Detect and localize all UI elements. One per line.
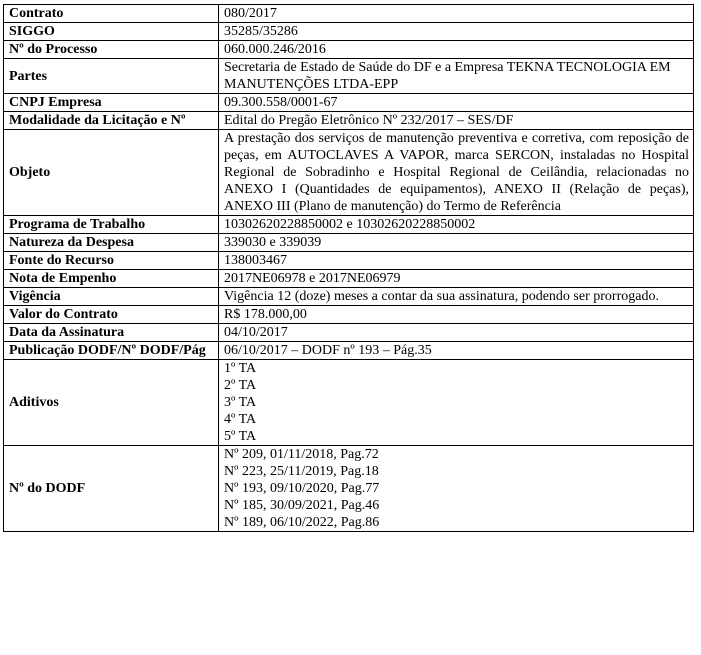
row-value: 060.000.246/2016	[219, 41, 694, 59]
row-label: Contrato	[4, 5, 219, 23]
row-value: Edital do Pregão Eletrônico Nº 232/2017 – SES/DF	[219, 112, 694, 130]
list-item: 1º TA	[224, 361, 257, 376]
table-row	[4, 270, 694, 288]
list-item: 5º TA	[224, 429, 257, 444]
table-row-dodf	[4, 446, 694, 532]
table-row	[4, 130, 694, 216]
table-row	[4, 5, 694, 23]
table-row	[4, 306, 694, 324]
row-value: 09.300.558/0001-67	[219, 94, 694, 112]
row-label: Modalidade da Licitação e Nº	[4, 112, 219, 130]
table-row	[4, 41, 694, 59]
row-value: Vigência 12 (doze) meses a contar da sua assinatura, podendo ser prorrogado.	[219, 288, 694, 306]
row-label: Partes	[4, 59, 219, 94]
aditivos-label: Aditivos	[4, 360, 219, 446]
row-value: Secretaria de Estado de Saúde do DF e a Empresa TEKNA TECNOLOGIA EM MANUTENÇÕES LTDA-EPP	[219, 59, 694, 94]
table-row	[4, 23, 694, 41]
table-row	[4, 216, 694, 234]
row-value: R$ 178.000,00	[219, 306, 694, 324]
list-item: Nº 223, 25/11/2019, Pag.18	[224, 464, 379, 479]
table-row	[4, 94, 694, 112]
list-item: Nº 185, 30/09/2021, Pag.46	[224, 498, 380, 513]
row-label: Programa de Trabalho	[4, 216, 219, 234]
row-label: Publicação DODF/Nº DODF/Pág	[4, 342, 219, 360]
dodf-list	[219, 446, 694, 532]
list-item: Nº 193, 09/10/2020, Pag.77	[224, 481, 380, 496]
row-value: 10302620228850002 e 10302620228850002	[219, 216, 694, 234]
row-label: Valor do Contrato	[4, 306, 219, 324]
table-row	[4, 112, 694, 130]
table-row	[4, 324, 694, 342]
row-label: Nº do Processo	[4, 41, 219, 59]
table-row	[4, 288, 694, 306]
table-row	[4, 59, 694, 94]
row-label: SIGGO	[4, 23, 219, 41]
list-item: 4º TA	[224, 412, 257, 427]
row-value: 339030 e 339039	[219, 234, 694, 252]
row-label: Vigência	[4, 288, 219, 306]
row-label: Natureza da Despesa	[4, 234, 219, 252]
row-value: 138003467	[219, 252, 694, 270]
list-item: Nº 209, 01/11/2018, Pag.72	[224, 447, 379, 462]
list-item: 3º TA	[224, 395, 257, 410]
dodf-label: Nº do DODF	[4, 446, 219, 532]
row-label: Fonte do Recurso	[4, 252, 219, 270]
row-label: Objeto	[4, 130, 219, 216]
row-value: 35285/35286	[219, 23, 694, 41]
row-value: 080/2017	[219, 5, 694, 23]
row-label: Nota de Empenho	[4, 270, 219, 288]
row-value: 2017NE06978 e 2017NE06979	[219, 270, 694, 288]
list-item: 2º TA	[224, 378, 257, 393]
row-label: CNPJ Empresa	[4, 94, 219, 112]
aditivos-list	[219, 360, 694, 446]
row-value: 04/10/2017	[219, 324, 694, 342]
table-row	[4, 342, 694, 360]
contract-table	[3, 4, 694, 532]
table-row	[4, 234, 694, 252]
table-row	[4, 252, 694, 270]
row-label: Data da Assinatura	[4, 324, 219, 342]
table-row-aditivos	[4, 360, 694, 446]
row-value: 06/10/2017 – DODF nº 193 – Pág.35	[219, 342, 694, 360]
list-item: Nº 189, 06/10/2022, Pag.86	[224, 515, 380, 530]
row-value: A prestação dos serviços de manutenção preventiva e corretiva, com reposição de peças, em AUTOCLAVES A VAPOR, marca SERCON, instaladas no Hospital Regional de Sobradinho e Hospital Regional de Ceilândia, relacionadas no ANEXO I (Quantidades de equipamentos), ANEXO II (Relação de peças), ANEXO III (Plano de manutenção) do Termo de Referência	[219, 130, 694, 216]
